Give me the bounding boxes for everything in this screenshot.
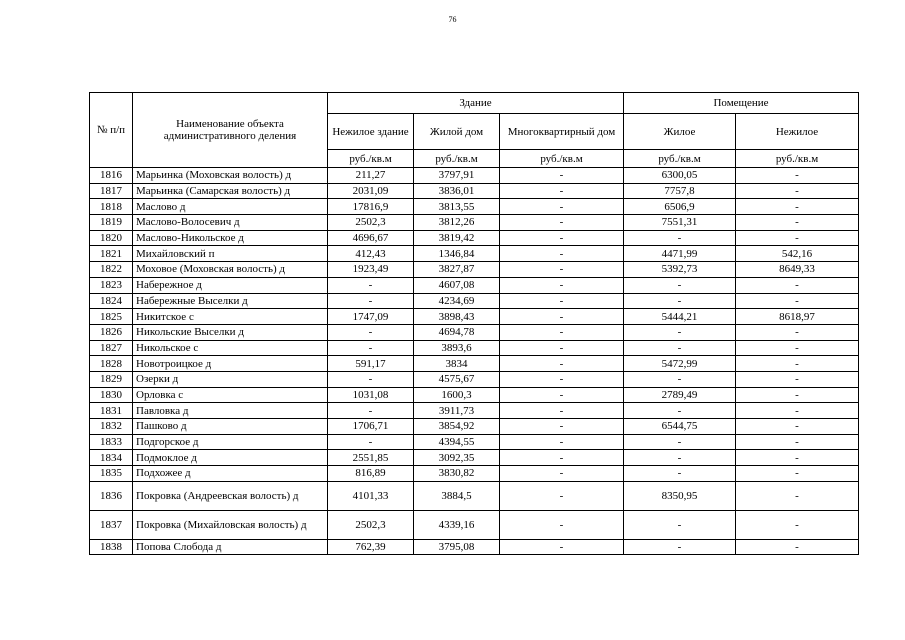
- header-building: Здание: [328, 93, 624, 114]
- table-row: [90, 539, 859, 555]
- value-residential-house: 3827,87: [414, 262, 500, 278]
- value-nonresidential-premises: -: [736, 215, 859, 231]
- value-nonresidential-building: 2502,3: [328, 510, 414, 539]
- row-number: 1817: [90, 183, 133, 199]
- value-residential-premises: 5444,21: [624, 309, 736, 325]
- value-nonresidential-building: -: [328, 340, 414, 356]
- object-name: Орловка с: [133, 387, 328, 403]
- value-apartment-building: -: [500, 168, 624, 184]
- value-residential-house: 1346,84: [414, 246, 500, 262]
- row-number: 1819: [90, 215, 133, 231]
- object-name: Никольское с: [133, 340, 328, 356]
- value-nonresidential-premises: -: [736, 450, 859, 466]
- table-row: [90, 371, 859, 387]
- value-residential-house: 3884,5: [414, 481, 500, 510]
- table-row: [90, 309, 859, 325]
- value-nonresidential-premises: -: [736, 539, 859, 555]
- value-residential-house: 3911,73: [414, 403, 500, 419]
- table-row: [90, 510, 859, 539]
- value-apartment-building: -: [500, 419, 624, 435]
- table-row: [90, 387, 859, 403]
- header-nonresidential-premises: Нежилое: [736, 114, 859, 150]
- table-row: [90, 419, 859, 435]
- value-nonresidential-building: -: [328, 293, 414, 309]
- value-nonresidential-premises: -: [736, 356, 859, 372]
- row-number: 1833: [90, 434, 133, 450]
- value-nonresidential-premises: 8649,33: [736, 262, 859, 278]
- row-number: 1822: [90, 262, 133, 278]
- value-residential-premises: -: [624, 230, 736, 246]
- value-apartment-building: -: [500, 356, 624, 372]
- value-apartment-building: -: [500, 387, 624, 403]
- value-residential-premises: -: [624, 324, 736, 340]
- value-nonresidential-building: 2551,85: [328, 450, 414, 466]
- value-nonresidential-building: 762,39: [328, 539, 414, 555]
- value-residential-house: 3898,43: [414, 309, 500, 325]
- object-name: Попова Слобода д: [133, 539, 328, 555]
- value-residential-house: 1600,3: [414, 387, 500, 403]
- value-residential-house: 3819,42: [414, 230, 500, 246]
- header-premises: Помещение: [624, 93, 859, 114]
- value-residential-house: 4339,16: [414, 510, 500, 539]
- value-nonresidential-premises: -: [736, 324, 859, 340]
- value-residential-premises: 4471,99: [624, 246, 736, 262]
- object-name: Михайловский п: [133, 246, 328, 262]
- row-number: 1837: [90, 510, 133, 539]
- object-name: Озерки д: [133, 371, 328, 387]
- value-nonresidential-premises: -: [736, 434, 859, 450]
- unit-label: руб./кв.м: [736, 150, 859, 168]
- row-number: 1816: [90, 168, 133, 184]
- value-residential-house: 3834: [414, 356, 500, 372]
- row-number: 1829: [90, 371, 133, 387]
- value-nonresidential-premises: -: [736, 340, 859, 356]
- object-name: Подмоклое д: [133, 450, 328, 466]
- unit-label: руб./кв.м: [414, 150, 500, 168]
- value-residential-premises: 8350,95: [624, 481, 736, 510]
- value-residential-premises: 5392,73: [624, 262, 736, 278]
- value-residential-premises: 6544,75: [624, 419, 736, 435]
- value-nonresidential-building: -: [328, 434, 414, 450]
- value-nonresidential-premises: -: [736, 199, 859, 215]
- page-number: 76: [448, 15, 457, 24]
- value-residential-premises: -: [624, 466, 736, 482]
- row-number: 1818: [90, 199, 133, 215]
- value-nonresidential-building: 4101,33: [328, 481, 414, 510]
- value-apartment-building: -: [500, 481, 624, 510]
- object-name: Никитское с: [133, 309, 328, 325]
- object-name: Маслово д: [133, 199, 328, 215]
- value-nonresidential-building: 412,43: [328, 246, 414, 262]
- value-residential-premises: -: [624, 434, 736, 450]
- row-number: 1820: [90, 230, 133, 246]
- header-number: № п/п: [90, 93, 133, 168]
- value-apartment-building: -: [500, 246, 624, 262]
- row-number: 1821: [90, 246, 133, 262]
- value-apartment-building: -: [500, 450, 624, 466]
- value-residential-premises: -: [624, 510, 736, 539]
- value-apartment-building: -: [500, 183, 624, 199]
- table-row: [90, 183, 859, 199]
- value-apartment-building: -: [500, 466, 624, 482]
- value-nonresidential-premises: -: [736, 466, 859, 482]
- row-number: 1836: [90, 481, 133, 510]
- value-residential-house: 3795,08: [414, 539, 500, 555]
- value-residential-premises: -: [624, 277, 736, 293]
- value-nonresidential-building: 211,27: [328, 168, 414, 184]
- value-residential-house: 3092,35: [414, 450, 500, 466]
- value-apartment-building: -: [500, 277, 624, 293]
- value-residential-premises: 6300,05: [624, 168, 736, 184]
- value-nonresidential-premises: -: [736, 481, 859, 510]
- value-residential-house: 4694,78: [414, 324, 500, 340]
- value-apartment-building: -: [500, 434, 624, 450]
- value-residential-house: 4234,69: [414, 293, 500, 309]
- value-residential-premises: -: [624, 293, 736, 309]
- value-nonresidential-premises: -: [736, 230, 859, 246]
- value-residential-house: 3812,26: [414, 215, 500, 231]
- value-residential-premises: 2789,49: [624, 387, 736, 403]
- value-apartment-building: -: [500, 215, 624, 231]
- row-number: 1823: [90, 277, 133, 293]
- object-name: Подгорское д: [133, 434, 328, 450]
- table-body: [90, 168, 859, 555]
- value-apartment-building: -: [500, 539, 624, 555]
- row-number: 1825: [90, 309, 133, 325]
- value-nonresidential-building: 1031,08: [328, 387, 414, 403]
- object-name: Маслово-Никольское д: [133, 230, 328, 246]
- object-name: Набережные Выселки д: [133, 293, 328, 309]
- value-residential-house: 4575,67: [414, 371, 500, 387]
- value-apartment-building: -: [500, 510, 624, 539]
- header-object-name: Наименование объекта административного деления: [133, 93, 328, 168]
- value-residential-premises: -: [624, 539, 736, 555]
- value-apartment-building: -: [500, 324, 624, 340]
- value-nonresidential-premises: -: [736, 387, 859, 403]
- row-number: 1828: [90, 356, 133, 372]
- value-nonresidential-premises: -: [736, 403, 859, 419]
- value-residential-house: 3836,01: [414, 183, 500, 199]
- header-apartment-building: Многоквартирный дом: [500, 114, 624, 150]
- table-row: [90, 293, 859, 309]
- table-header: [90, 93, 859, 168]
- row-number: 1838: [90, 539, 133, 555]
- value-residential-premises: 6506,9: [624, 199, 736, 215]
- value-apartment-building: -: [500, 262, 624, 278]
- table-row: [90, 434, 859, 450]
- value-residential-premises: -: [624, 371, 736, 387]
- row-number: 1831: [90, 403, 133, 419]
- value-residential-house: 3854,92: [414, 419, 500, 435]
- table-row: [90, 199, 859, 215]
- row-number: 1834: [90, 450, 133, 466]
- value-nonresidential-building: -: [328, 371, 414, 387]
- object-name: Подхожее д: [133, 466, 328, 482]
- value-nonresidential-premises: 542,16: [736, 246, 859, 262]
- value-nonresidential-building: 1923,49: [328, 262, 414, 278]
- table-row: [90, 246, 859, 262]
- value-nonresidential-building: 17816,9: [328, 199, 414, 215]
- value-nonresidential-premises: -: [736, 277, 859, 293]
- value-apartment-building: -: [500, 403, 624, 419]
- row-number: 1835: [90, 466, 133, 482]
- value-nonresidential-building: 1747,09: [328, 309, 414, 325]
- object-name: Марьинка (Моховская волость) д: [133, 168, 328, 184]
- cadastral-value-table: [89, 92, 859, 555]
- value-nonresidential-building: -: [328, 403, 414, 419]
- object-name: Покровка (Андреевская волость) д: [133, 481, 328, 510]
- object-name: Новотроицкое д: [133, 356, 328, 372]
- value-nonresidential-premises: -: [736, 168, 859, 184]
- table-row: [90, 262, 859, 278]
- object-name: Никольские Выселки д: [133, 324, 328, 340]
- value-residential-house: 4607,08: [414, 277, 500, 293]
- object-name: Марьинка (Самарская волость) д: [133, 183, 328, 199]
- value-residential-premises: 7757,8: [624, 183, 736, 199]
- value-apartment-building: -: [500, 371, 624, 387]
- row-number: 1832: [90, 419, 133, 435]
- unit-label: руб./кв.м: [328, 150, 414, 168]
- row-number: 1826: [90, 324, 133, 340]
- object-name: Маслово-Волосевич д: [133, 215, 328, 231]
- value-nonresidential-premises: -: [736, 183, 859, 199]
- row-number: 1824: [90, 293, 133, 309]
- table-row: [90, 324, 859, 340]
- value-nonresidential-building: 591,17: [328, 356, 414, 372]
- value-residential-premises: -: [624, 403, 736, 419]
- table-row: [90, 168, 859, 184]
- value-residential-house: 3797,91: [414, 168, 500, 184]
- row-number: 1830: [90, 387, 133, 403]
- value-apartment-building: -: [500, 293, 624, 309]
- table-row: [90, 230, 859, 246]
- table-row: [90, 466, 859, 482]
- value-residential-premises: 7551,31: [624, 215, 736, 231]
- value-nonresidential-premises: 8618,97: [736, 309, 859, 325]
- value-nonresidential-building: 816,89: [328, 466, 414, 482]
- header-nonresidential-building: Нежилое здание: [328, 114, 414, 150]
- unit-label: руб./кв.м: [500, 150, 624, 168]
- table-row: [90, 450, 859, 466]
- object-name: Пашково д: [133, 419, 328, 435]
- value-nonresidential-building: 1706,71: [328, 419, 414, 435]
- value-nonresidential-building: 4696,67: [328, 230, 414, 246]
- value-nonresidential-premises: -: [736, 419, 859, 435]
- value-nonresidential-premises: -: [736, 371, 859, 387]
- table-row: [90, 356, 859, 372]
- value-nonresidential-building: 2502,3: [328, 215, 414, 231]
- header-residential-premises: Жилое: [624, 114, 736, 150]
- table-row: [90, 403, 859, 419]
- value-residential-house: 3813,55: [414, 199, 500, 215]
- value-residential-house: 3893,6: [414, 340, 500, 356]
- value-apartment-building: -: [500, 230, 624, 246]
- table-row: [90, 481, 859, 510]
- value-nonresidential-premises: -: [736, 510, 859, 539]
- value-apartment-building: -: [500, 199, 624, 215]
- object-name: Покровка (Михайловская волость) д: [133, 510, 328, 539]
- value-nonresidential-building: -: [328, 277, 414, 293]
- object-name: Моховое (Моховская волость) д: [133, 262, 328, 278]
- object-name: Набережное д: [133, 277, 328, 293]
- value-apartment-building: -: [500, 309, 624, 325]
- value-residential-house: 3830,82: [414, 466, 500, 482]
- value-nonresidential-building: -: [328, 324, 414, 340]
- row-number: 1827: [90, 340, 133, 356]
- value-residential-premises: -: [624, 450, 736, 466]
- table-row: [90, 215, 859, 231]
- value-residential-premises: -: [624, 340, 736, 356]
- object-name: Павловка д: [133, 403, 328, 419]
- value-residential-house: 4394,55: [414, 434, 500, 450]
- table-row: [90, 340, 859, 356]
- table-row: [90, 277, 859, 293]
- value-nonresidential-building: 2031,09: [328, 183, 414, 199]
- header-residential-house: Жилой дом: [414, 114, 500, 150]
- value-nonresidential-premises: -: [736, 293, 859, 309]
- unit-label: руб./кв.м: [624, 150, 736, 168]
- value-residential-premises: 5472,99: [624, 356, 736, 372]
- value-apartment-building: -: [500, 340, 624, 356]
